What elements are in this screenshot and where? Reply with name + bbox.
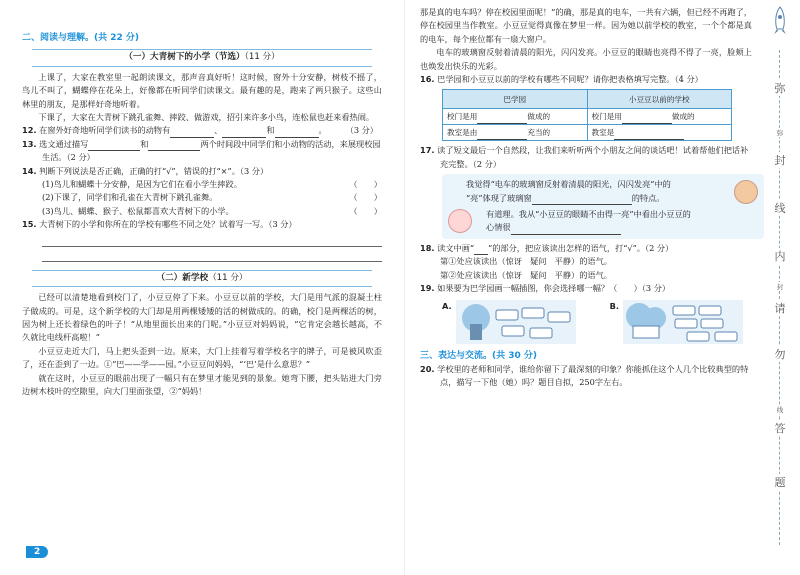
left-column bbox=[22, 0, 382, 398]
right-column bbox=[420, 0, 752, 390]
table-header-old-school: 小豆豆以前的学校 bbox=[587, 90, 732, 109]
table-row: 校门是用 做成的 校门是用 做成的 bbox=[443, 109, 732, 125]
question-14: 14. 判断下列说法是否正确，正确的打“√”，错误的打“×”。（3 分） bbox=[22, 165, 269, 176]
binding-small-char: 封 bbox=[770, 282, 790, 291]
passage2-para-2: 小豆豆走近大门，马上把头歪到一边。原来，大门上挂着写着学校名字的牌子，可是被风吹歪了，还在歪到了一边。①“巴——学——园。”小豆豆问妈妈，“‘巴’是什么意思？” bbox=[22, 345, 382, 370]
binding-char: 答 bbox=[770, 420, 790, 436]
passage1-para-1: 上课了，大家在教室里一起朗读课文，那声音真好听！这时候，窗外十分安静，树枝不摇了，鸟儿不叫了，蝴蝶停在花朵上，好像都在听同学们读课文。最有趣的是，跑来了两只猴子。这些山林里的朋友，是那样好奇地听着。 bbox=[22, 71, 382, 109]
rocket-icon bbox=[771, 6, 789, 36]
passage2-cont-1: 那是真的电车吗？停在校园里面呢！”的确，那是真的电车，一共有六辆，但已经不再跑了，停在校园里当作教室。小豆豆觉得真像在梦里一样。因为她以前学校的教室，一个个都是真的电车，每个座位都有一扇大窗户。 bbox=[420, 7, 752, 44]
passage1-title bbox=[32, 49, 372, 66]
passage2-para-3: 就在这时，小豆豆的眼前出现了一幅只有在梦里才能见到的景象。她弯下腰，把头钻进大门旁边树木枝叶的空隙里，向大门里面张望，②“妈妈！ bbox=[22, 372, 382, 396]
question-13: 13. 选文通过描写 和 两个时间段中同学们和小动物的活动，来展现校园生活。（2 分） bbox=[22, 138, 381, 163]
boy-speech: 我觉得“电车的玻璃窗反射着清晨的阳光，闪闪发亮”中的 “亮”体现了玻璃窗 的特点。 bbox=[448, 178, 734, 205]
option-b[interactable]: B. bbox=[610, 300, 743, 344]
question-19: 19. 如果要为巴学园画一幅插图，你会选择哪一幅？（ ）（3 分） bbox=[420, 283, 671, 294]
section3-title: 三、表达与交流。(共 30 分) bbox=[420, 350, 538, 361]
page-number: 2 bbox=[26, 546, 48, 558]
dialog-box bbox=[442, 174, 764, 239]
q14-item-1: (1)鸟儿和蝴蝶十分安静，是因为它们在看小学生摔跤。 （ ） bbox=[22, 178, 382, 191]
judge-paren[interactable]: （ ） bbox=[349, 179, 382, 190]
illustration-b bbox=[623, 300, 743, 344]
passage2-cont-2: 电车的玻璃窗反射着清晨的阳光，闪闪发亮。小豆豆的眼睛也亮得不得了一亮，脸颊上也焕发出快乐的光彩。 bbox=[420, 47, 752, 71]
judge-paren[interactable]: （ ） bbox=[349, 192, 382, 203]
page-gutter bbox=[404, 0, 405, 575]
binding-char: 内 bbox=[770, 248, 790, 264]
answer-blank[interactable] bbox=[88, 141, 140, 151]
seal-binding-strip bbox=[760, 0, 800, 575]
table-header-bxy: 巴学园 bbox=[443, 90, 588, 109]
question-18: 18. 读文中画“ ”的部分，把应该读出怎样的语气，打“√”。（2 分） bbox=[420, 242, 752, 255]
q14-item-3: (3)鸟儿、蝴蝶、猴子、松鼠都喜欢大青树下的小学。 （ ） bbox=[22, 205, 382, 218]
comparison-table bbox=[442, 89, 732, 141]
question-15: 15. 大青树下的小学和你所在的学校有哪些不同之处？试着写一写。（3 分） bbox=[22, 219, 297, 230]
q18-line-1[interactable]: 第①处应该读出（惊讶 疑问 平静）的语气。 bbox=[440, 256, 612, 267]
binding-char: 勿 bbox=[770, 346, 790, 362]
answer-blank[interactable] bbox=[275, 128, 319, 138]
passage1-points: （11 分） bbox=[244, 52, 280, 63]
illustration-a bbox=[456, 300, 576, 344]
answer-line[interactable] bbox=[42, 247, 382, 262]
question-20: 20. 学校里的老师和同学，谁给你留下了最深刻的印象？你能抓住这个人几个比较典型的特点，描写一下他（她）吗？题目自拟，250字左右。 bbox=[420, 363, 749, 388]
boy-avatar-icon bbox=[734, 180, 758, 204]
q14-item-2: (2)下课了，同学们和孔雀在大青树下跳孔雀舞。 （ ） bbox=[22, 191, 382, 204]
binding-char: 封 bbox=[770, 152, 790, 168]
girl-speech: 有道理。我从“小豆豆的眼睛不由得一亮”中看出小豆豆的 心情很 bbox=[472, 208, 758, 235]
table-row: 教室是由 充当的 教室是 bbox=[443, 125, 732, 141]
answer-blank[interactable] bbox=[222, 128, 266, 138]
girl-avatar-icon bbox=[448, 209, 472, 233]
binding-char: 请 bbox=[770, 300, 790, 316]
judge-paren[interactable]: （ ） bbox=[349, 205, 382, 216]
question-12: 12. 在窗外好奇地听同学们读书的动物有 、 和 。 （3 分） bbox=[22, 124, 382, 137]
binding-small-char: 弥 bbox=[770, 128, 790, 137]
passage2-points: （11 分） bbox=[208, 272, 248, 283]
passage2-title-text: （二）新学校 bbox=[156, 272, 209, 283]
binding-small-char: 线 bbox=[770, 405, 790, 414]
passage1-title-text: （一）大青树下的小学（节选） bbox=[124, 52, 245, 63]
q18-line-2[interactable]: 第②处应该读出（惊讶 疑问 平静）的语气。 bbox=[440, 269, 612, 280]
passage2-para-1: 已经可以清楚地看到校门了，小豆豆停了下来。小豆豆以前的学校，大门是用气派的混凝土柱子做成的。可是，这个新学校的大门却是用两棵矮矮的活的树做成的。的确，校门是两棵活的树，因为树上还长着绿色的叶子！“从地里面长出来的门呢。”小豆豆对妈妈说，“它肯定会越长越高，不久就比电线杆高啦！” bbox=[22, 292, 382, 343]
option-a[interactable]: A. bbox=[442, 300, 576, 344]
binding-char: 题 bbox=[770, 474, 790, 490]
answer-blank[interactable] bbox=[148, 141, 200, 151]
illustration-choices bbox=[442, 300, 752, 344]
question-16: 16. 巴学园和小豆豆以前的学校有哪些不同呢？请你把表格填写完整。（4 分） bbox=[420, 74, 703, 85]
section2-title: 二、阅读与理解。(共 22 分) bbox=[22, 33, 140, 43]
binding-dashed-line bbox=[779, 50, 780, 545]
passage1-para-2: 下课了，大家在大青树下跳孔雀舞、摔跤、做游戏，招引来许多小鸟，连松鼠也赶来看热闹。 bbox=[38, 112, 375, 123]
question-17: 17. 读了短文最后一个自然段，让我们来听听两个小朋友之间的谈话吧！试着帮他们把话补充完整。（2 分） bbox=[420, 145, 749, 169]
answer-blank[interactable] bbox=[170, 128, 214, 138]
passage2-title bbox=[32, 270, 372, 287]
binding-char: 弥 bbox=[770, 80, 790, 96]
answer-line[interactable] bbox=[42, 232, 382, 247]
binding-char: 线 bbox=[770, 200, 790, 216]
